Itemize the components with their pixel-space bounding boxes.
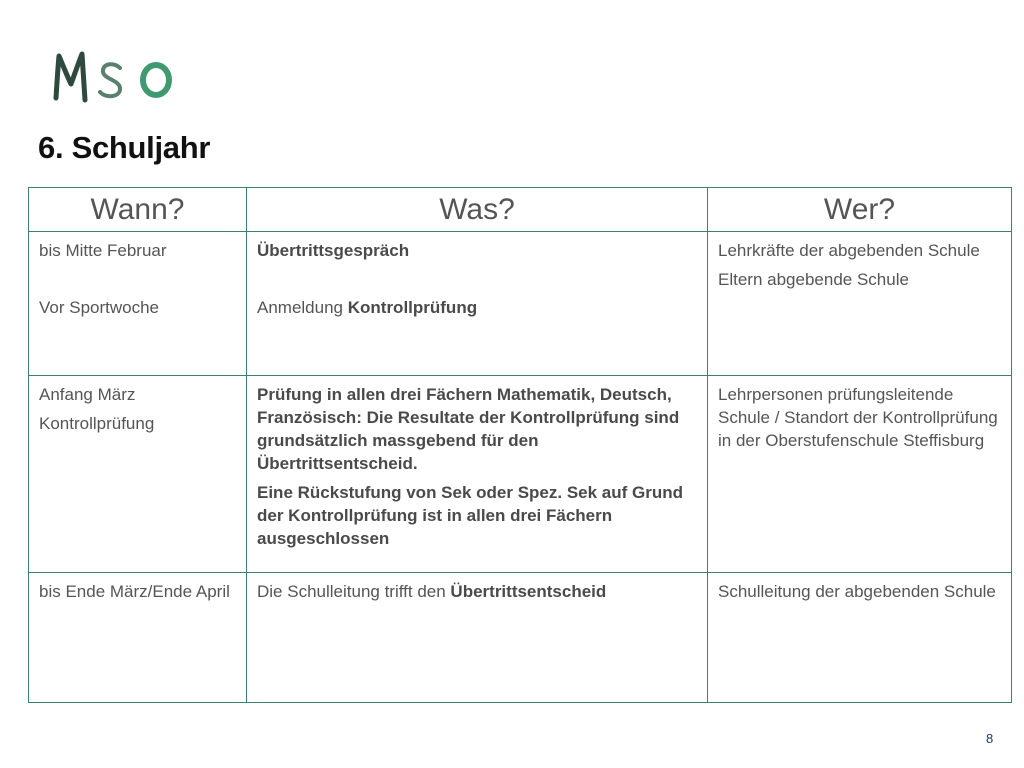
cell-text: Lehrpersonen prüfungsleitende Schule / Standort der Kontrollprüfung in der Oberstufenschule Steffisburg [718,384,998,450]
cell-text-bold: Übertrittsentscheid [450,581,607,601]
cell-text-bold: Eine Rückstufung von Sek oder Spez. Sek auf Grund der Kontrollprüfung ist in allen drei Fächern ausgeschlossen [257,482,684,548]
cell-was [247,375,708,572]
table-row [29,572,1012,702]
table-row [29,232,1012,376]
cell-text: Übertrittsgespräch [257,241,410,261]
cell-was [247,572,708,702]
table-row [29,375,1012,572]
header-wann: Wann? [29,188,247,232]
cell-text: Vor Sportwoche [39,298,160,318]
cell-text: Kontrollprüfung [39,413,155,433]
header-was: Was? [247,188,708,232]
schedule-table [28,187,1012,703]
cell-wann [29,572,247,702]
cell-text: bis Ende März/Ende April [39,581,230,601]
cell-wann [29,232,247,376]
page-title: 6. Schuljahr [38,130,211,165]
page-number: 8 [986,731,994,746]
cell-text: Lehrkräfte der abgebenden Schule [718,241,980,261]
mso-logo [50,42,180,110]
cell-text: Anfang März [39,384,136,404]
cell-text-bold: Kontrollprüfung [347,298,478,318]
cell-text: Die Schulleitung trifft den [257,581,451,601]
cell-was [247,232,708,376]
header-wer: Wer? [708,188,1012,232]
cell-wer [708,375,1012,572]
cell-text: Schulleitung der abgebenden Schule [718,581,996,601]
cell-wer [708,232,1012,376]
table-header-row [29,188,1012,232]
cell-text-bold: Prüfung in allen drei Fächern Mathematik, Deutsch, Französisch: Die Resultate der Kontrollprüfung sind grundsätzlich massgebend für den Übertrittsentscheid. [257,384,680,473]
cell-text: Anmeldung [257,298,348,318]
cell-wann [29,375,247,572]
cell-text: Eltern abgebende Schule [718,270,909,290]
cell-text: bis Mitte Februar [39,241,167,261]
cell-wer [708,572,1012,702]
